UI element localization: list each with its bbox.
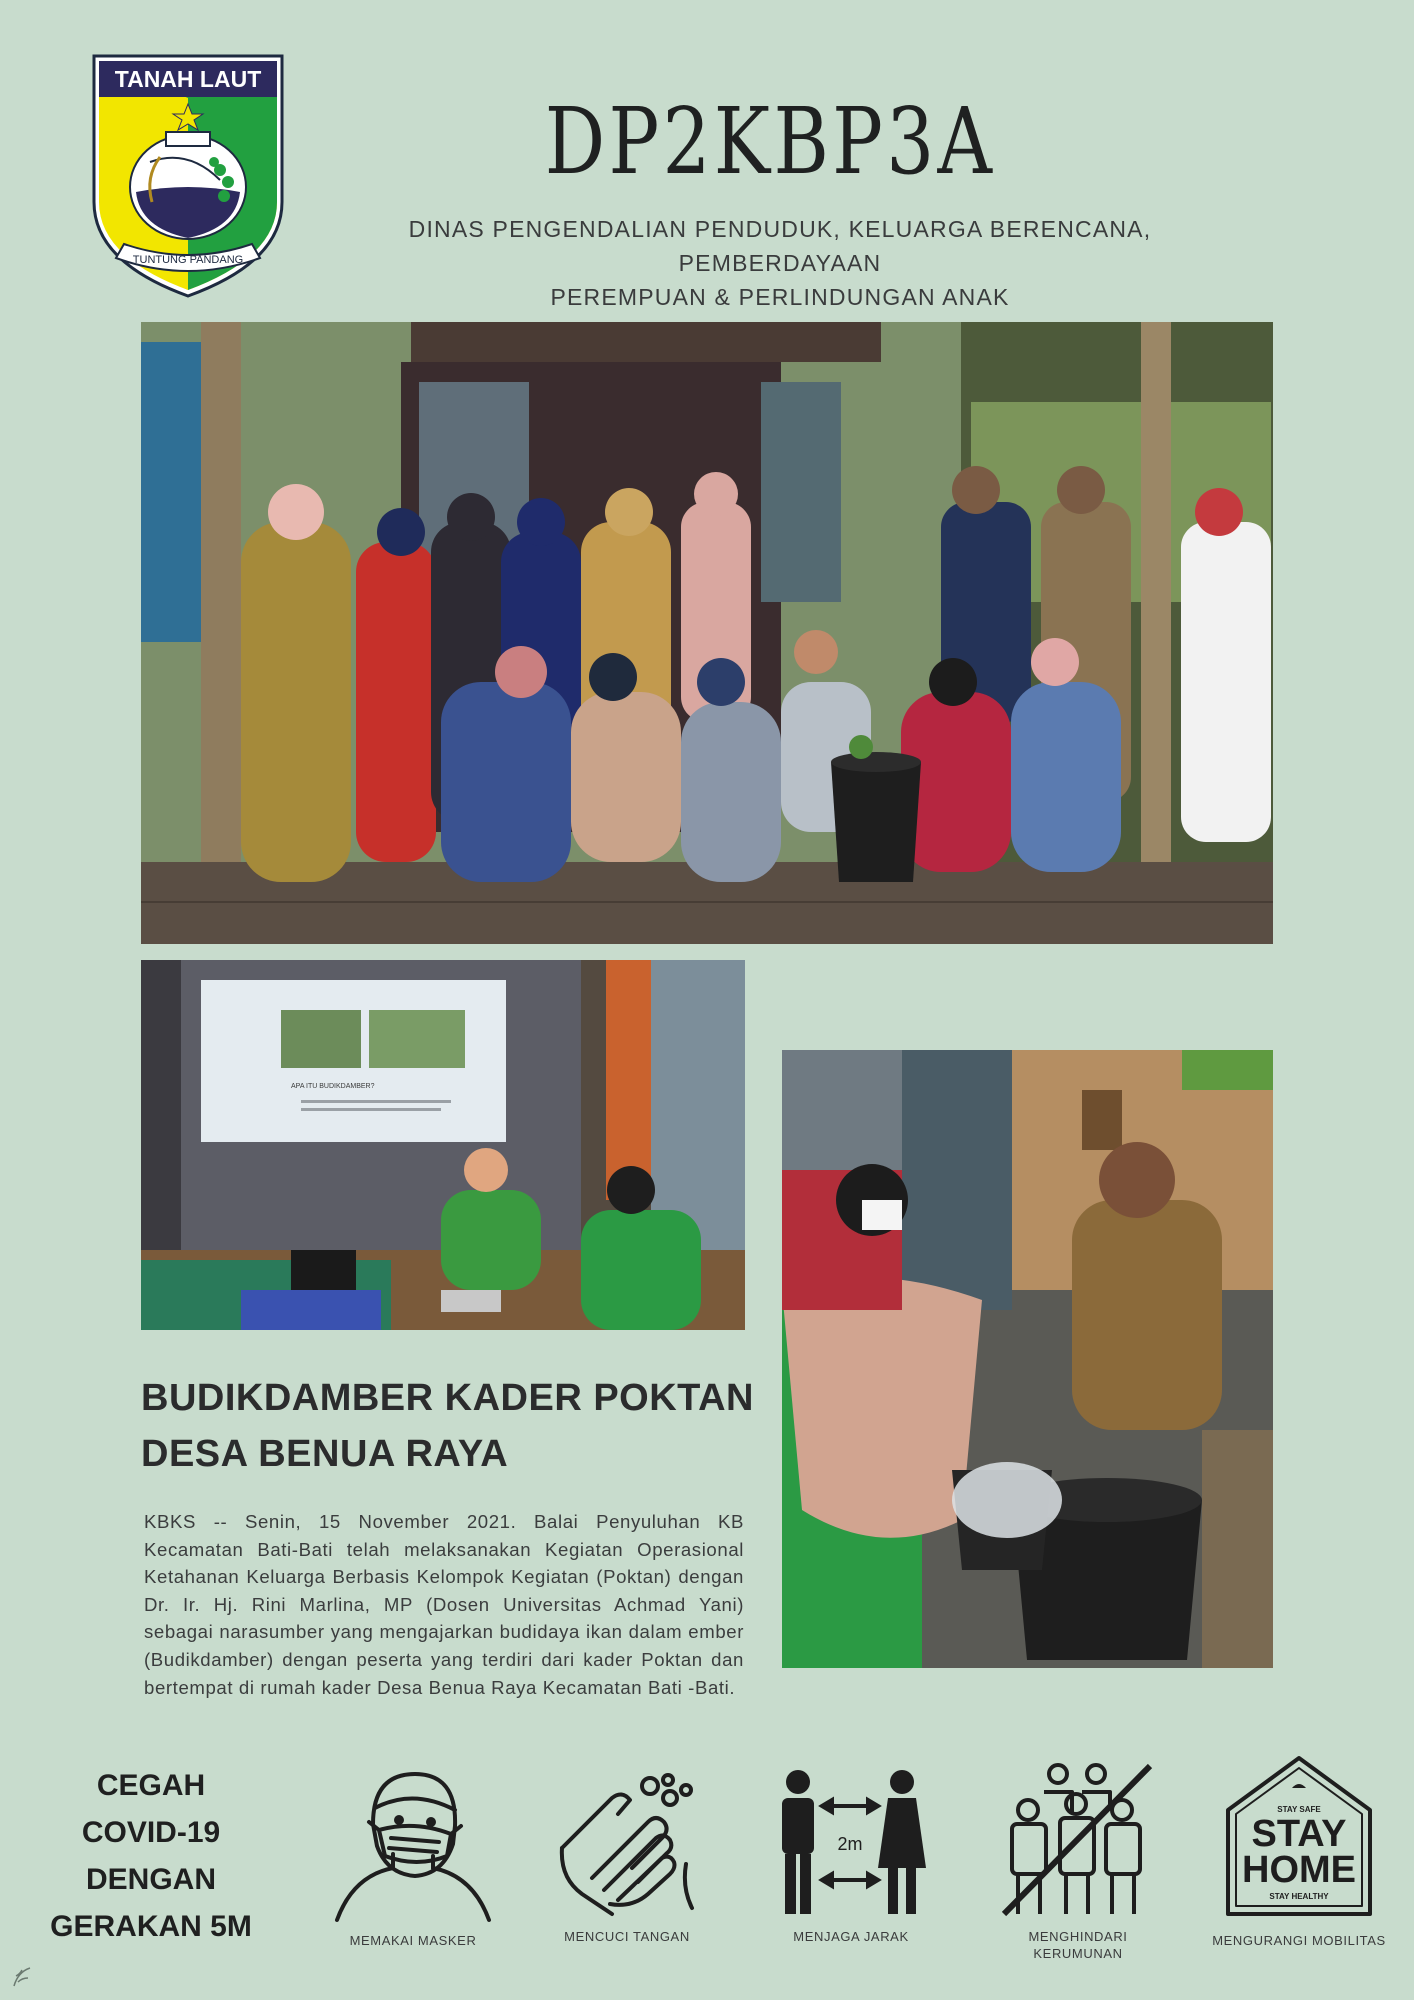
caption-avoid-crowd-line-1: MENGHINDARI: [1028, 1929, 1128, 1944]
agency-acronym: DP2KBP3A: [544, 88, 996, 195]
covid-heading-line-2: COVID-19: [81, 1816, 221, 1849]
stay-safe-text: STAY SAFE: [1277, 1805, 1321, 1814]
caption-avoid-crowd: [978, 1928, 1178, 1962]
presentation-photo: [141, 960, 745, 1330]
agency-name-line-2: PEREMPUAN & PERLINDUNGAN ANAK: [550, 284, 1010, 310]
agency-name-line-1: DINAS PENGENDALIAN PENDUDUK, KELUARGA BERENCANA, PEMBERDAYAAN: [408, 216, 1152, 276]
tanah-laut-logo: [90, 52, 286, 300]
5m-item-wash-hands: [532, 1768, 722, 1945]
caption-distance: MENJAGA JARAK: [793, 1929, 909, 1944]
distancing-icon: [776, 1768, 926, 1918]
5m-item-distance: [756, 1768, 946, 1945]
covid-heading-line-1: CEGAH: [96, 1769, 206, 1802]
5m-item-mask: [318, 1764, 508, 1949]
logo-title: TANAH LAUT: [114, 66, 262, 92]
article-body: KBKS -- Senin, 15 November 2021. Balai Penyuluhan KB Kecamatan Bati-Bati telah melaksanakan Kegiatan Operasional Ketahanan Keluarga Berbasis Kelompok Kegiatan (Poktan) dengan Dr. Ir. Hj. Rini Marlina, MP (Dosen Universitas Achmad Yani) sebagai narasumber yang mengajarkan budidaya ikan dalam ember (Budikdamber) dengan peserta yang terdiri dari kader Poktan dan bertempat di rumah kader Desa Benua Raya Kecamatan Bati -Bati.: [144, 1511, 744, 1698]
caption-avoid-crowd-line-2: KERUMUNAN: [1033, 1946, 1123, 1961]
logo-motto: TUNTUNG PANDANG: [132, 254, 244, 266]
caption-mask: MEMAKAI MASKER: [349, 1933, 477, 1948]
budikdamber-photo: [782, 1050, 1273, 1668]
article-title: [141, 1370, 781, 1482]
group-photo: [141, 322, 1273, 944]
stay-home-icon: [1224, 1754, 1374, 1918]
covid-heading-line-4: GERAKAN 5M: [50, 1910, 252, 1943]
5m-item-avoid-crowd: [978, 1762, 1178, 1962]
mask-face-icon: [333, 1764, 493, 1924]
covid-heading-line-3: DENGAN: [85, 1863, 216, 1896]
slide-text: APA ITU BUDIKDAMBER?: [291, 1083, 375, 1090]
no-crowd-icon: [1000, 1762, 1156, 1918]
washing-hands-icon: [552, 1768, 702, 1918]
caption-wash-hands: MENCUCI TANGAN: [564, 1929, 690, 1944]
stay-healthy-text: STAY HEALTHY: [1269, 1892, 1329, 1901]
stay-text: STAY: [1251, 1813, 1347, 1855]
distance-label: 2m: [837, 1834, 863, 1854]
agency-full-name: [330, 212, 1230, 314]
caption-reduce-mobility: MENGURANGI MOBILITAS: [1212, 1933, 1386, 1948]
5m-item-reduce-mobility: [1190, 1754, 1408, 1949]
home-text: HOME: [1242, 1849, 1356, 1891]
article-title-line-1: BUDIKDAMBER KADER POKTAN: [141, 1377, 754, 1419]
article-title-line-2: DESA BENUA RAYA: [141, 1433, 509, 1475]
corner-ornament-icon: [10, 1964, 36, 1990]
covid-heading: [36, 1762, 266, 1950]
